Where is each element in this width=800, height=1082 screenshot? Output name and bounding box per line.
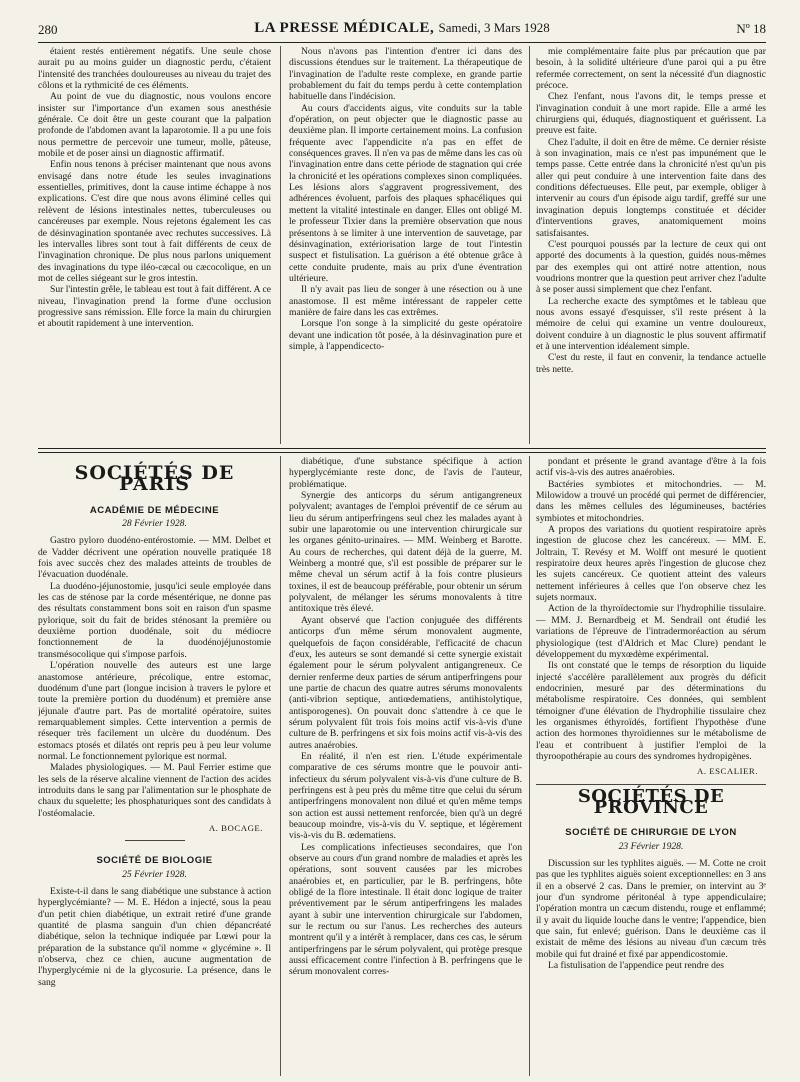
divider xyxy=(125,840,185,841)
paragraph: Chez l'adulte, il doit en être de même. Ce dernier résiste à son invagination, mais ce n'est pas impunément que le temps passe. Cette entrée dans la chronicité n'est qu'un pis aller qui peut conduire à une intervention faite dans des conditions défectueuses. Elle peut, par exemple, obliger à intervenir au cours d'un épisode aigu tardif, greffé sur une invagination depuis longtemps constituée et décider d'interventions graves, anatomiquement moins satisfaisantes. xyxy=(536,136,766,239)
page-header xyxy=(38,18,766,40)
journal-title xyxy=(38,20,766,37)
paragraph: La recherche exacte des symptômes et le tableau que nous avons essayé d'esquisser, s'il reste présent à la mémoire de celui qui examine un ventre douloureux, doivent conduire à un diagnostic le plus souvent affirmatif et à une intervention idéalement simple. xyxy=(536,295,766,352)
paragraph: C'est du reste, il faut en convenir, la tendance actuelle très nette. xyxy=(536,352,766,375)
paragraph: pondant et présente le grand avantage d'être à la fois actif vis-à-vis des autres anaérobies. xyxy=(536,456,766,479)
top-column-2 xyxy=(289,46,522,441)
bottom-column-3 xyxy=(536,456,766,1076)
top-column-3 xyxy=(536,46,766,441)
issue-date: Samedi, 3 Mars 1928 xyxy=(438,20,550,35)
paragraph: En réalité, il n'en est rien. L'étude expérimentale comparative de ces sérums montre que le pouvoir anti-infectieux du sérum polyvalent vis-à-vis d'une culture de B. perfringens est à peu près du même titre que celui du sérum antiperfringens monovalent non dilué et qu'en même temps son action est aussi nettement renforcée, bien qu'à un degré beaucoup moindre, vis-à-vis du V. septique, et légèrement vis-à-vis du B. œdematiens. xyxy=(289,750,522,842)
paragraph: C'est pourquoi poussés par la lecture de ceux qui ont apporté des documents à la question, guidés nous-mêmes par des exemples qui ont attiré notre attention, nous voudrions montrer que la question peut arriver chez l'adulte à se poser aussi simplement que chez l'enfant. xyxy=(536,238,766,296)
journal-name: LA PRESSE MÉDICALE, xyxy=(254,20,435,36)
section-heading-paris: SOCIÉTÉS DE PARIS xyxy=(74,462,235,496)
paragraph: Bactéries symbiotes et mitochondries. — M. Milowidow a trouvé un procédé qui permet de différencier, dans les mêmes cellules des légumineuses, bactéries symbiotes et mitochondries. xyxy=(536,478,766,524)
paragraph: La fistulisation de l'appendice peut rendre des xyxy=(548,960,724,972)
paragraph: Lorsque l'on songe à la simplicité du geste opératoire devant une indication tôt posée, à la désinvagination pure et simple, à l'appendicecto- xyxy=(289,318,522,352)
bottom-column-2 xyxy=(289,456,522,1076)
paragraph: étaient restés entièrement négatifs. Une seule chose aurait pu au moins guider un diagnostic perdu, c'étaient l'intensité des tranchées douloureuses au niveau du trajet des côlons et la rythmicité de ces éléments. xyxy=(38,46,271,92)
paragraph: Gastro pyloro duodéno-entérostomie. — MM. Delbet et de Vadder décrivent une opération nouvelle pratiquée 18 fois avec succès chez des malades atteints de troubles de l'évacuation duodénale. xyxy=(38,535,271,581)
paragraph: Existe-t-il dans le sang diabétique une substance à action hyperglycémiante? — M. E. Hédon a injecté, sous la peau d'un petit chien diabétique, un extrait retiré d'une grande quantité de plasma sanguin d'un chien dépancréaté diabétique, selon la technique indiquée par Lœwi pour la préparation de la substance qu'il nomme « glycémine ». Il n'observa, chez ce chien, aucune augmentation de l'hyperglycémie ni de la glycosurie. La présence, dans le sang xyxy=(38,886,271,988)
divider xyxy=(536,784,766,785)
section-double-rule xyxy=(38,448,766,453)
bottom-column-1 xyxy=(38,456,271,1076)
paragraph: mie complémentaire faite plus par précaution que par besoin, à la solidité ultérieure d'une paroi qui a pu être refermée correctement, on sent la nécessité d'un diagnostic précoce. xyxy=(536,46,766,92)
paragraph: Les complications infectieuses secondaires, que l'on observe au cours d'un grand nombre de maladies et après les opérations, sont souvent causées par les microbes anaérobies et, en particulier, par le B. perfringens, hôte obligé de la flore intestinale. Il était donc logique de traiter préventivement par le sérum antiperfringens les malades ayant à subir une intervention chirurgicale sur l'abdomen, sur le rectum ou sur l'anus. Les recherches des auteurs montrent qu'il y a intérêt à remplacer, dans ces cas, le sérum antiperfringens par le sérum polyvalent, qui protège presque aussi efficacement contre l'infection à B. perfringens que le sérum monovalent corres- xyxy=(289,841,522,978)
signature: A. ESCALIER. xyxy=(697,766,758,777)
paragraph: Malades physiologiques. — M. Paul Ferrier estime que les sels de la réserve alcaline viennent de l'action des acides introduits dans le sang par l'alimentation sur le phosphate de chaux du squelette; les phosphaturiques sont des candidats à l'ostéomalacie. xyxy=(38,762,271,819)
paragraph: diabétique, d'une substance spécifique à action hyperglycémiante reste donc, de l'avis de l'auteur, problématique. xyxy=(289,456,522,490)
paragraph: La duodéno-jéjunostomie, jusqu'ici seule employée dans les cas de sténose par la corde mésentérique, ne donne pas des résultats constamment bons soit en raison d'un spasme pylorique, soit du fait de brides sténosant la première ou deuxième portion duodénale, soit du médiocre fonctionnement de la duodénojéjunostomie transmésocolique qui s'impose parfois. xyxy=(38,580,271,660)
paragraph: A propos des variations du quotient respiratoire après ingestion de glucose chez les cancéreux. — MM. E. Joltrain, T. Revésy et M. Wolff ont mesuré le quotient respiratoire deux heures après l'ingestion de glucose chez les sujets cancéreux. Ce quotient atteint des valeurs nettement inférieures à celles que l'on observe chez les sujets normaux. xyxy=(536,524,766,604)
paragraph: Enfin nous tenons à préciser maintenant que nous avons envisagé dans notre étude les seules invaginations essentielles, primitives, dont la cause intime échappe à nos explications. C'est dire que nous avons éliminé celles qui relèvent de lésions intestinales nettes, tuberculeuses ou cancéreuses par exemple. Nous rejetons également les cas de désinvagination spontanée avec rechutes successives. Là les intervalles libres sont tout à fait différents de ceux de l'invagination chronique. De plus nous parlons uniquement des invaginations du type iléo-cæcal ou cæcocolique, en un mot de celles siégeant sur le gros intestin. xyxy=(38,159,271,284)
paragraph: Ils ont constaté que le temps de résorption du liquide injecté s'accélère parallèlement aux progrès du déficit endocrinien, mesuré par des déterminations du métabolisme respiratoire. Ces données, qui semblent témoigner d'une élévation de l'hydrophilie tissulaire chez les organismes éthyroïdés, fortifient l'hypothèse d'une action des hormones thyroïdiennes sur le métabolisme de l'eau et contribuent à justifier l'emploi de la thyroopothérapie au cours des syndromes hydropigènes. xyxy=(536,660,766,762)
paragraph: Synergie des anticorps du sérum antigangreneux polyvalent; avantages de l'emploi préventif de ce sérum au lieu du sérum antiperfringens seul chez les malades ayant à subir une laparotomie ou une intervention chirurgicale sur les organes génito-urinaires. — MM. Weinberg et Barotte. Au cours de recherches, qui datent déjà de la guerre, M. Weinberg a montré que, s'il est possible de préparer sur le même cheval un sérum actif à la fois contre plusieurs toxines, il est de beaucoup préférable, pour obtenir un sérum polyvalent, de mélanger les sérums monovalents à titre antitoxique très élevé. xyxy=(289,490,522,615)
issue-number: Nº 18 xyxy=(736,21,766,36)
society-date: 23 Février 1928. xyxy=(618,840,684,852)
column-divider xyxy=(280,46,281,444)
top-column-1 xyxy=(38,46,271,441)
paragraph: Nous n'avons pas l'intention d'entrer ici dans des discussions étendues sur le traitement. La thérapeutique de l'invagination de l'adulte reste complexe, en grande partie probablement du fait du temps perdu à cette contemplation habituelle dans l'indécision. xyxy=(289,46,522,103)
paragraph: Il n'y avait pas lieu de songer à une résection ou à une anastomose. Il est même intéressant de rappeler cette manière de faire dans les cas extrêmes. xyxy=(289,284,522,318)
section-heading-province: SOCIÉTÉS DE PROVINCE xyxy=(577,785,725,818)
society-date: 25 Février 1928. xyxy=(122,868,187,880)
paragraph: Action de la thyroïdectomie sur l'hydrophilie tissulaire. — MM. J. Bernardbeig et M. Sendrail ont étudié les variations de l'épreuve de l'intradermoréaction au sérum physiologique (test d'Aldrich et Mac Clure) pendant le développement du myxœdème expérimental. xyxy=(536,603,766,660)
paragraph: Au cours d'accidents aigus, vite conduits sur la table d'opération, on peut objecter que le diagnostic passe au deuxième plan. Il importe certainement moins. La confusion fréquente avec l'appendicite n'a pas en effet de conséquences graves. Il n'en va pas de même dans les cas où l'invagination entre dans cette période de stagnation qui crée la chronicité et les opérations complexes sinon compliquées. Les lésions alors s'aggravent progressivement, des adhérences évoluent, parfois des plaques sphacéliques qui mettent la vitalité intestinale en danger. Elles ont obligé M. le professeur Tixier dans la première observation que nous présentons à se limiter à une intervention de sauvetage, par désinvagination, extériorisation large de tout l'intestin suspect et fistulisation. La guérison a été obtenue grâce à cette conduite prudente, mais au prix d'une éventration ultérieure. xyxy=(289,102,522,284)
society-heading: SOCIÉTÉ DE BIOLOGIE xyxy=(96,855,213,867)
page-number: 280 xyxy=(38,22,58,37)
paragraph: Chez l'enfant, nous l'avons dit, le temps presse et l'invagination conduit à une mort rapide. Elle a armé les chirurgiens qui, éduqués, diagnostiquent et guérissent. La preuve est faite. xyxy=(536,91,766,137)
paragraph: Sur l'intestin grêle, le tableau est tout à fait différent. A ce niveau, l'invagination prend la forme d'une occlusion progressive sans rémission. Elle force la main du chirurgien et aboutit rapidement à une intervention. xyxy=(38,284,271,330)
paragraph: Ayant observé que l'action conjuguée des différents anticorps d'un même sérum monovalent augmente, quelquefois de façon considérable, l'efficacité de chacun d'eux, les auteurs se sont demandé si cette synergie existait également pour le sérum polyvalent antigangreneux. Ce dernier renferme deux parties de sérum antiperfringens pour une partie de chacun des quatre autres sérums monovalents (anti-vibrion septique, antiœdematiens, antihistolytique, antisporogenes). On pouvait donc s'attendre à ce que le sérum polyvalent fût trois fois moins actif vis-à-vis d'une culture de B. perfringens et six fois moins actif vis-à-vis des autres anaérobies. xyxy=(289,614,522,751)
society-heading: ACADÉMIE DE MÉDECINE xyxy=(89,504,220,516)
paragraph: L'opération nouvelle des auteurs est une large anastomose antérieure, précolique, entre estomac, duodénum d'une part (longue incision à travers le pylore et toute la première portion du duodénum) et première anse jéjunale d'autre part. Pas de mortalité opératoire, suites remarquablement simples. Cette intervention a permis de résequer très facilement un ulcère du duodénum. Des estomacs ptosés et dilatés ont repris peu à peu leur volume normal. Le fonctionnement pylorique est normal. xyxy=(38,660,271,762)
column-divider xyxy=(529,46,530,444)
column-divider xyxy=(529,456,530,1076)
society-date: 28 Février 1928. xyxy=(122,518,187,530)
column-divider xyxy=(280,456,281,1076)
society-heading: SOCIÉTÉ DE CHIRURGIE DE LYON xyxy=(565,827,737,839)
paragraph: Au point de vue du diagnostic, nous voulons encore insister sur l'importance d'un examen sous anesthésie générale. Ce doit être un geste courant que la palpation profonde de l'abdomen avant la laparotomie. Il a pu une fois nous permettre de percevoir une tumeur, molle, pâteuse, mobile et de poser ainsi un diagnostic affirmatif. xyxy=(38,91,271,160)
paragraph: Discussion sur les typhlites aiguës. — M. Cotte ne croit pas que les typhlites aiguës soient exceptionnelles: en 3 ans il en a observé 2 cas. Dans le premier, on intervint au 3ᵉ jour d'un syndrome péritonéal à type appendiculaire; l'opération montra un cæcum distendu, rouge et enflammé; il y avait du liquide louche dans le ventre; l'appendice, bien que sain, fut enlevé; guérison. Dans le deuxième cas il existait de même des lésions au niveau d'un cæcum très mobile qui fut drainé et fixé par appendicostomie. xyxy=(536,858,766,960)
header-rule xyxy=(38,42,766,43)
signature: A. BOCAGE. xyxy=(208,822,263,833)
